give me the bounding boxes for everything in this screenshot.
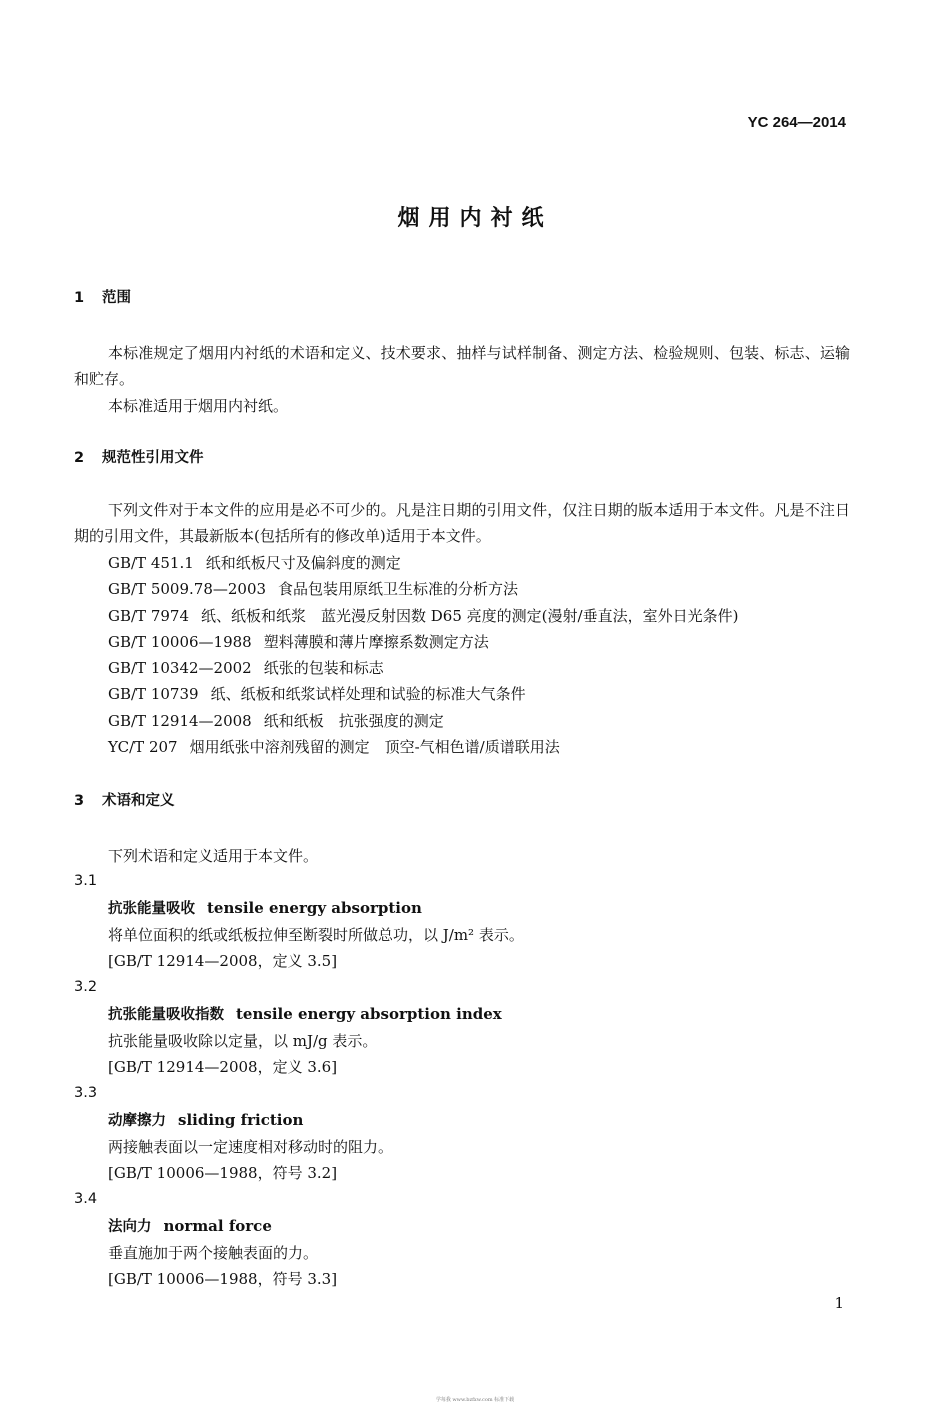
section-title: 范围	[102, 290, 131, 306]
reference-code: GB/T 5009.78—2003	[108, 580, 267, 599]
page-number: 1	[834, 1294, 844, 1312]
reference-code: GB/T 10006—1988	[108, 632, 252, 651]
term-name-en: normal force	[163, 1217, 272, 1235]
reference-title: 纸、纸板和纸浆试样处理和试验的标准大气条件	[210, 685, 526, 704]
term-number: 3.2	[74, 979, 98, 995]
scope-applicability: 本标准适用于烟用内衬纸。	[108, 397, 289, 415]
term-definition: 垂直施加于两个接触表面的力。	[108, 1244, 319, 1262]
reference-code: GB/T 10739	[108, 685, 199, 704]
reference-code: GB/T 451.1	[108, 554, 194, 572]
term-number: 3.1	[74, 873, 98, 889]
term-source: [GB/T 12914—2008，定义 3.6]	[108, 1058, 338, 1076]
section-title: 规范性引用文件	[102, 450, 204, 466]
references-intro: 下列文件对于本文件的应用是必不可少的。凡是注日期的引用文件，仅注日期的版本适用于本文件。凡是不注日期的引用文件，其最新版本(包括所有的修改单)适用于本文件。	[74, 501, 850, 545]
term-source: [GB/T 10006—1988，符号 3.2]	[108, 1164, 338, 1182]
term-name	[108, 896, 422, 920]
reference-title: 塑料薄膜和薄片摩擦系数测定方法	[263, 632, 489, 651]
reference-code: GB/T 10342—2002	[108, 659, 252, 678]
term-name	[108, 1214, 272, 1238]
standard-code: YC 264—2014	[747, 114, 846, 131]
reference-item	[108, 576, 738, 602]
term-name-en: sliding friction	[178, 1111, 304, 1129]
scope-paragraph: 本标准规定了烟用内衬纸的术语和定义、技术要求、抽样与试样制备、测定方法、检验规则、包装、标志、运输和贮存。	[74, 344, 850, 388]
reference-item	[108, 655, 738, 681]
footer-watermark: 学每我 www.bzfxw.com 标准下载	[435, 1397, 515, 1403]
term-number: 3.3	[74, 1085, 98, 1101]
terms-intro: 下列术语和定义适用于本文件。	[108, 847, 319, 865]
term-source: [GB/T 12914—2008，定义 3.5]	[108, 952, 338, 970]
term-name-cn: 动摩擦力	[108, 1113, 166, 1129]
reference-item	[108, 681, 738, 707]
section-number: 1	[74, 290, 85, 306]
reference-list	[108, 550, 738, 760]
term-name-cn: 法向力	[108, 1219, 152, 1235]
reference-code: GB/T 12914—2008	[108, 711, 252, 730]
reference-item	[108, 734, 738, 760]
document-title: 烟用内衬纸	[397, 206, 553, 231]
term-source: [GB/T 10006—1988，符号 3.3]	[108, 1270, 338, 1288]
reference-code: YC/T 207	[108, 738, 178, 757]
reference-code: GB/T 7974	[108, 606, 190, 625]
term-definition: 两接触表面以一定速度相对移动时的阻力。	[108, 1138, 394, 1156]
term-name-cn: 抗张能量吸收	[108, 901, 195, 917]
section-number: 2	[74, 450, 85, 466]
reference-title: 食品包装用原纸卫生标准的分析方法	[278, 580, 519, 599]
section-heading-scope	[74, 287, 131, 309]
term-definition: 将单位面积的纸或纸板拉伸至断裂时所做总功，以 J/m² 表示。	[108, 926, 524, 944]
reference-item	[108, 708, 738, 734]
reference-item	[108, 603, 738, 629]
term-number: 3.4	[74, 1191, 98, 1207]
term-name-cn: 抗张能量吸收指数	[108, 1007, 224, 1023]
section-number: 3	[74, 793, 85, 809]
reference-item	[108, 629, 738, 655]
section-title: 术语和定义	[102, 793, 175, 809]
term-name-en: tensile energy absorption index	[236, 1005, 502, 1023]
term-name-en: tensile energy absorption	[207, 899, 422, 917]
reference-title: 纸张的包装和标志	[263, 659, 384, 678]
reference-title: 纸和纸板尺寸及偏斜度的测定	[205, 554, 401, 572]
section-heading-terms	[74, 790, 175, 812]
term-name	[108, 1108, 303, 1132]
term-definition: 抗张能量吸收除以定量，以 mJ/g 表示。	[108, 1032, 378, 1050]
section-heading-normative-references	[74, 447, 204, 469]
reference-title: 纸、纸板和纸浆 蓝光漫反射因数 D65 亮度的测定(漫射/垂直法，室外日光条件)	[201, 606, 739, 625]
term-name	[108, 1002, 502, 1026]
reference-title: 纸和纸板 抗张强度的测定	[263, 711, 444, 730]
reference-item	[108, 550, 738, 576]
reference-title: 烟用纸张中溶剂残留的测定 顶空-气相色谱/质谱联用法	[189, 738, 560, 757]
